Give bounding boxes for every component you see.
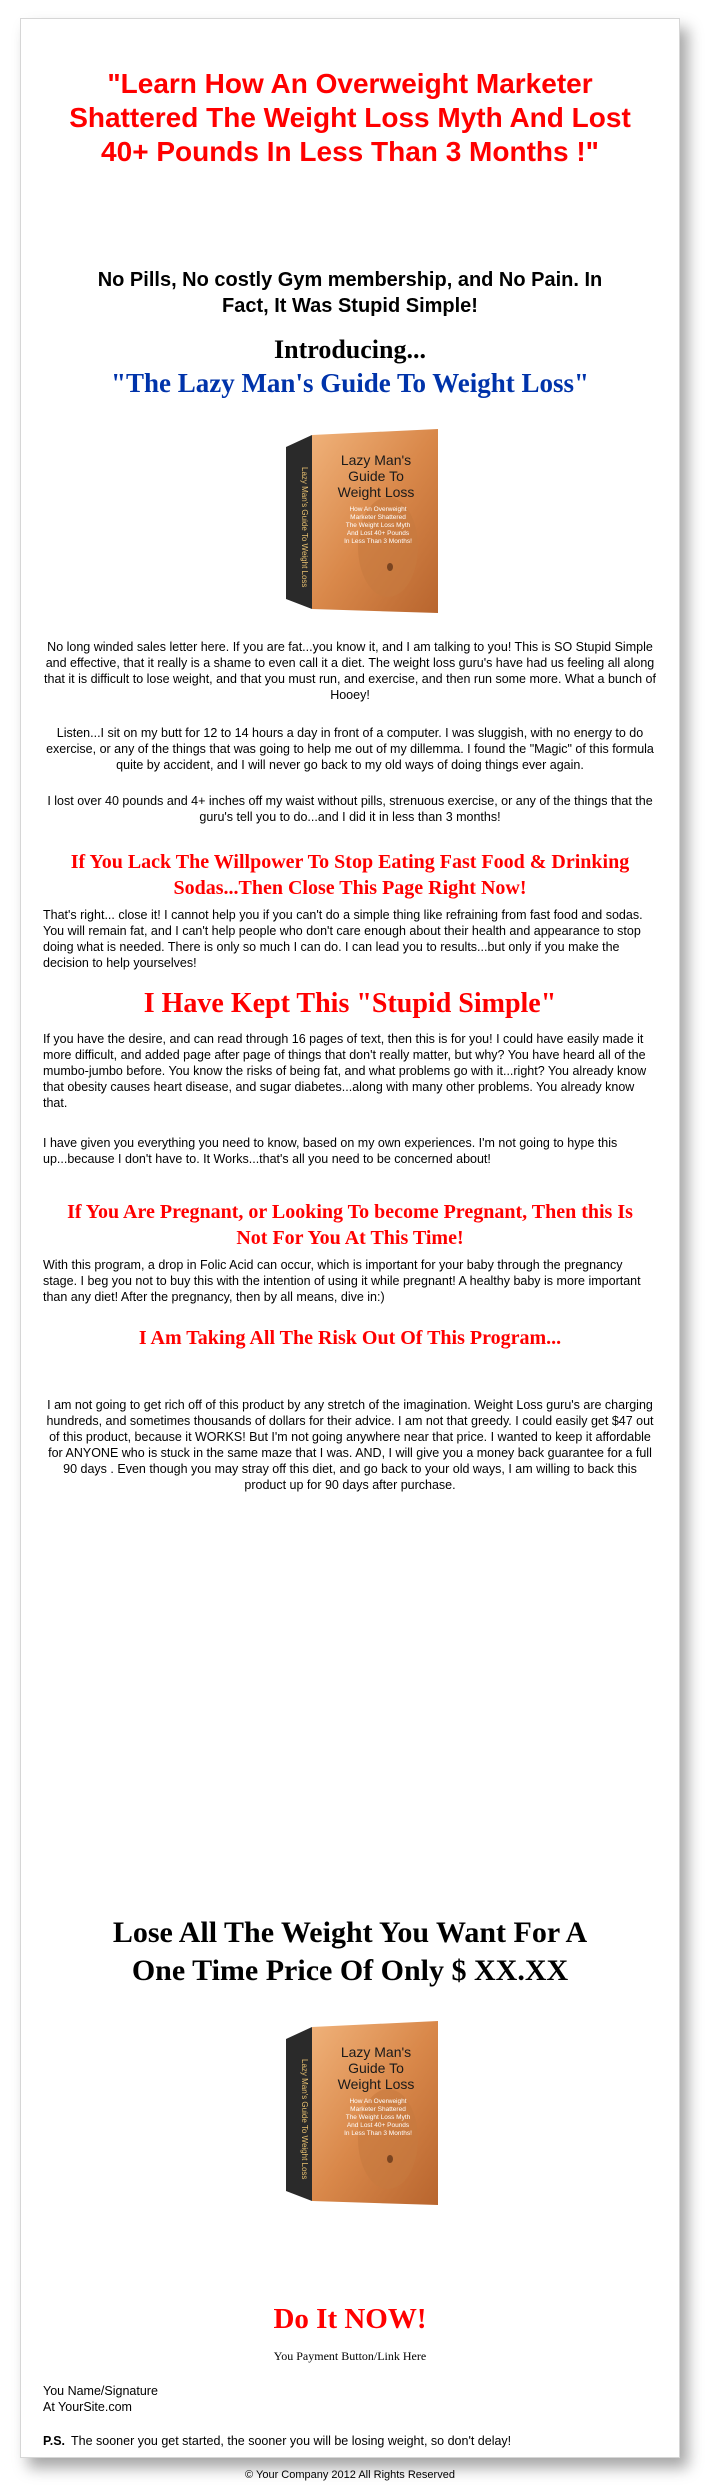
- book-sub-1: How An Overweight: [349, 506, 407, 513]
- willpower-heading: If You Lack The Willpower To Stop Eating Fast Food & Drinking Sodas...Then Close This Page Right Now!: [70, 851, 630, 899]
- pregnant-heading: If You Are Pregnant, or Looking To become Pregnant, Then this Is Not For You At This Time!: [67, 1201, 633, 1249]
- book-sub-5: In Less Than 3 Months!: [344, 2130, 412, 2137]
- book-sub-1: How An Overweight: [349, 2098, 407, 2105]
- book-cover-image: [278, 427, 448, 617]
- book-spine: Lazy Man's Guide To Weight Loss: [300, 2059, 309, 2180]
- book-title-3: Weight Loss: [337, 2076, 415, 2092]
- introducing-label: Introducing...: [274, 335, 426, 364]
- book-title-1: Lazy Man's: [340, 452, 412, 468]
- price-heading: [43, 1914, 657, 1990]
- ps-label: P.S.: [43, 2434, 66, 2448]
- signature-site: At YourSite.com: [43, 2400, 132, 2414]
- willpower-body: That's right... close it! I cannot help you if you can't do a simple thing like refraining from fast food and sodas. You will remain fat, and I can't help people who don't care enough about their health and appearance to stop doing what is needed. There is only so much I can do. I can lead you to results...but only if you make the decision to help yourselves!: [43, 908, 643, 970]
- book-spine: Lazy Man's Guide To Weight Loss: [300, 467, 309, 588]
- book-sub-2: Marketer Shattered: [350, 514, 406, 521]
- intro-paragraph-1: No long winded sales letter here. If you are fat...you know it, and I am talking to you! This is SO Stupid Simple and effective, that it really is a shame to even call it a diet. The weight loss guru's have had us feeling all along that it is difficult to lose weight, and that you must run, and exercise, and then run some more. What a bunch of Hooey!: [44, 640, 656, 702]
- simple-body-1: If you have the desire, and can read through 16 pages of text, then this is for you! I could have easily made it more difficult, and added page after page of things that don't really matter, but why? You have heard all of the mumbo-jumbo before. You know the risks of being fat, and what problems go with it...right? You already know that obesity causes heart disease, and sugar diabetes...along with many other problems. You already know that.: [43, 1032, 647, 1110]
- book-title-1: Lazy Man's: [340, 2044, 412, 2060]
- payment-button[interactable]: You Payment Button/Link Here: [273, 2349, 427, 2363]
- signature-name: You Name/Signature: [43, 2384, 158, 2398]
- intro-paragraph-3: I lost over 40 pounds and 4+ inches off my waist without pills, strenuous exercise, or any of the things that the guru's tell you to do...and I did it in less than 3 months!: [47, 794, 653, 824]
- risk-heading: I Am Taking All The Risk Out Of This Program...: [138, 1327, 562, 1349]
- price-line-2: One Time Price Of Only $ XX.XX: [131, 1954, 569, 1987]
- book-cover-image-2: [278, 2019, 448, 2209]
- sales-page: [20, 18, 680, 2481]
- price-line-1: Lose All The Weight You Want For A: [112, 1916, 588, 1949]
- book-sub-4: And Lost 40+ Pounds: [346, 2122, 410, 2129]
- ebook-3d-cover: [278, 427, 448, 617]
- book-title-3: Weight Loss: [337, 484, 415, 500]
- product-title: "The Lazy Man's Guide To Weight Loss": [110, 368, 590, 398]
- cta-do-it-now: Do It NOW!: [273, 2303, 427, 2335]
- risk-body: I am not going to get rich off of this product by any stretch of the imagination. Weight Loss guru's are charging hundreds, and sometimes thousands of dollars for their advice. I am not that greedy. I could easily get $47 out of this product, because it WORKS! But I'm not going anywhere near that price. I wanted to keep it affordable for ANYONE who is stuck in the same maze that I was. AND, I will give you a money back guarantee for a full 90 days . Even though you may stray off this diet, and go back to your old ways, I am willing to back this product up for 90 days after purchase.: [46, 1398, 654, 1492]
- footer-copyright: © Your Company 2012 All Rights Reserved: [245, 2469, 455, 2481]
- book-sub-3: The Weight Loss Myth: [345, 2114, 411, 2121]
- book-sub-4: And Lost 40+ Pounds: [346, 530, 410, 537]
- ebook-3d-cover: [278, 2019, 448, 2209]
- simple-heading: I Have Kept This "Stupid Simple": [143, 988, 557, 1019]
- book-sub-3: The Weight Loss Myth: [345, 522, 411, 529]
- simple-body-2: I have given you everything you need to know, based on my own experiences. I'm not going to hype this up...because I don't have to. It Works...that's all you need to be concerned about!: [43, 1136, 618, 1166]
- headline: "Learn How An Overweight Marketer Shattered The Weight Loss Myth And Lost 40+ Pounds In Less Than 3 Months !": [69, 68, 631, 167]
- intro-paragraph-2: Listen...I sit on my butt for 12 to 14 hours a day in front of a computer. I was sluggish, with no energy to do exercise, or any of the things that was going to help me out of my dillemma. I found the "Magic" of this formula quite by accident, and I will never go back to my old ways of doing things ever again.: [46, 726, 654, 772]
- subheadline: No Pills, No costly Gym membership, and No Pain. In Fact, It Was Stupid Simple!: [97, 269, 603, 317]
- book-sub-2: Marketer Shattered: [350, 2106, 406, 2113]
- book-sub-5: In Less Than 3 Months!: [344, 538, 412, 545]
- ps-text: The sooner you get started, the sooner you will be losing weight, so don't delay!: [71, 2434, 512, 2448]
- book-title-2: Guide To: [348, 468, 404, 484]
- book-title-2: Guide To: [348, 2060, 404, 2076]
- ps-block: [43, 2433, 657, 2449]
- pregnant-body: With this program, a drop in Folic Acid can occur, which is important for your baby through the pregnancy stage. I beg you not to buy this with the intention of using it while pregnant! A healthy baby is more important than any diet! After the pregnancy, then by all means, dive in:): [43, 1258, 641, 1304]
